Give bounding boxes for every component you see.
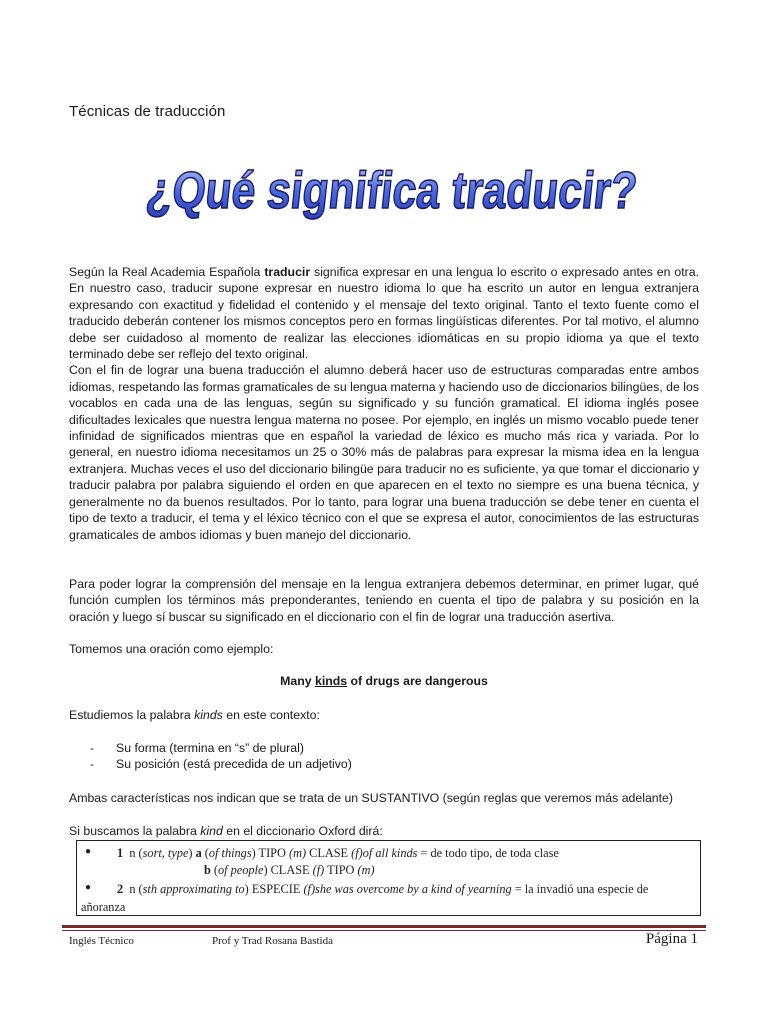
footer-author: Prof y Trad Rosana Bastida bbox=[212, 935, 333, 947]
entry-text: n ( bbox=[129, 882, 143, 896]
footer-page-number: Página 1 bbox=[645, 931, 698, 947]
list-item-text: Su forma (termina en “s” de plural) bbox=[116, 741, 304, 755]
list-item bbox=[90, 740, 352, 756]
example-underlined-word: kinds bbox=[314, 674, 348, 688]
entry-text: ) bbox=[188, 846, 196, 860]
entry-italic: of all kinds bbox=[362, 846, 418, 860]
entry-number: 2 bbox=[117, 882, 124, 896]
bullet-icon: ● bbox=[85, 846, 92, 857]
entry-text: ) CLASE bbox=[263, 863, 313, 877]
characteristics-list bbox=[90, 740, 352, 773]
entry-text: ) ESPECIE bbox=[244, 882, 304, 896]
dictionary-entry-box bbox=[76, 840, 701, 916]
list-marker: - bbox=[90, 757, 95, 772]
dictionary-intro bbox=[69, 823, 699, 839]
entry-italic: of things bbox=[208, 846, 252, 860]
intro-paragraph bbox=[69, 264, 699, 543]
study-word: kinds bbox=[194, 708, 223, 722]
wordart-title bbox=[140, 150, 748, 220]
list-marker: - bbox=[90, 741, 95, 755]
entry-text: CLASE bbox=[306, 846, 352, 860]
entry-bold: a bbox=[195, 846, 202, 860]
dictionary-entry-1b-text bbox=[204, 863, 375, 878]
entry-text: TIPO bbox=[324, 863, 358, 877]
entry-italic: (f) bbox=[303, 882, 316, 896]
comprehension-paragraph: Para poder lograr la comprensión del mensaje en la lengua extranjera debemos determinar, en primer lugar, qué función cumplen los términos más preponderantes, teniendo en cuenta el tipo de palabra y su posición en la oración y luego sí buscar su significado en el diccionario con el fin de lograr una traducción asertiva. bbox=[69, 577, 699, 624]
entry-italic: (f) bbox=[312, 863, 325, 877]
entry-text: ( bbox=[201, 846, 209, 860]
intro-paragraph-continuation: Con el fin de lograr una buena traducción el alumno deberá hacer uso de estructuras comparadas entre ambos idiomas, respetando las formas gramaticales de su lengua materna y haciendo uso de diccionarios bilingües, de los vocablos en cada una de las lenguas, según su significado y su función gramatical. El idioma inglés posee dificultades lexicales que nuestra lengua materna no posee. Por ejemplo, en inglés un mismo vocablo puede tener infinidad de significados mientras que en español la variedad de léxico es mucho más rica y variada. Por lo general, en nuestro idioma necesitamos un 25 o 30% más de palabras para expresar la misma idea en la lengua extranjera. Muchas veces el uso del diccionario bilingüe para traducir no es suficiente, ya que tomar el diccionario y traducir palabra por palabra siguiendo el orden en que aparecen en el texto no siempre es una buena técnica, y generalmente no da buenos resultados. Por lo tanto, para lograr una buena traducción se debe tener en cuenta el tipo de texto a traducir, el tema y el léxico técnico con el que se expresa el autor, conocimientos de las estructuras gramaticales de ambos idiomas y buen manejo del diccionario. bbox=[69, 363, 699, 542]
footer-rule bbox=[62, 925, 706, 928]
term-traducir: traducir bbox=[264, 265, 311, 279]
bullet-icon: ● bbox=[85, 882, 92, 893]
study-after: en este contexto: bbox=[222, 708, 320, 722]
entry-italic: (f) bbox=[351, 846, 363, 860]
entry-italic: sort, type bbox=[142, 846, 189, 860]
footer-course: Inglés Técnico bbox=[69, 935, 134, 947]
study-word-paragraph bbox=[69, 707, 699, 723]
intro-paragraph-start: Según la Real Academia Española bbox=[69, 265, 265, 279]
dictionary-intro-after: en el diccionario Oxford dirá: bbox=[222, 824, 383, 838]
footer-rule-thin bbox=[62, 930, 706, 931]
dictionary-entry-1-text bbox=[117, 846, 559, 861]
example-sentence bbox=[69, 674, 699, 688]
entry-bold: b bbox=[204, 863, 211, 877]
wordart-title-text: ¿Qué significa traducir? bbox=[143, 162, 748, 220]
list-item-text: Su posición (está precedida de un adjetivo) bbox=[116, 757, 352, 772]
entry-text: ) TIPO bbox=[251, 846, 289, 860]
list-item bbox=[90, 756, 352, 772]
dictionary-entry-2b-text: añoranza bbox=[81, 900, 126, 914]
entry-italic: she was overcome by a kind of yearning bbox=[315, 882, 512, 896]
entry-number: 1 bbox=[117, 846, 124, 860]
conclusion-paragraph: Ambas características nos indican que se trata de un SUSTANTIVO (según reglas que veremos más adelante) bbox=[69, 791, 673, 805]
dictionary-entry-2-text bbox=[117, 882, 648, 897]
entry-text: ( bbox=[210, 863, 219, 877]
example-after: of drugs are dangerous bbox=[347, 674, 488, 688]
entry-italic: sth approximating to bbox=[142, 882, 245, 896]
entry-italic: of people bbox=[218, 863, 264, 877]
intro-paragraph-rest: significa expresar en una lengua lo escrito o expresado antes en otra. En nuestro caso, traducir supone expresar en nuestro idioma lo que ha escrito un autor en lengua extranjera expresando con exactitud y fidelidad el contenido y el mensaje del texto original. Tanto el texto fuente como el traducido deberán contener los mismos conceptos pero en formas lingüísticas diferentes. Por tal motivo, el alumno debe ser cuidadoso al momento de realizar las elecciones idiomáticas en su propio idioma ya que el texto terminado debe ser reflejo del texto original. bbox=[69, 265, 700, 362]
example-intro: Tomemos una oración como ejemplo: bbox=[69, 642, 274, 656]
example-before: Many bbox=[280, 674, 315, 688]
entry-italic: (m) bbox=[357, 863, 375, 877]
dictionary-word: kind bbox=[200, 824, 223, 838]
entry-italic: (m) bbox=[288, 846, 307, 860]
dictionary-intro-before: Si buscamos la palabra bbox=[69, 824, 201, 838]
study-before: Estudiemos la palabra bbox=[69, 708, 195, 722]
section-title: Técnicas de traducción bbox=[69, 103, 226, 120]
entry-text: = la invadió una especie de bbox=[511, 882, 649, 896]
entry-text: n ( bbox=[129, 846, 143, 860]
entry-text: = de todo tipo, de toda clase bbox=[417, 846, 559, 860]
